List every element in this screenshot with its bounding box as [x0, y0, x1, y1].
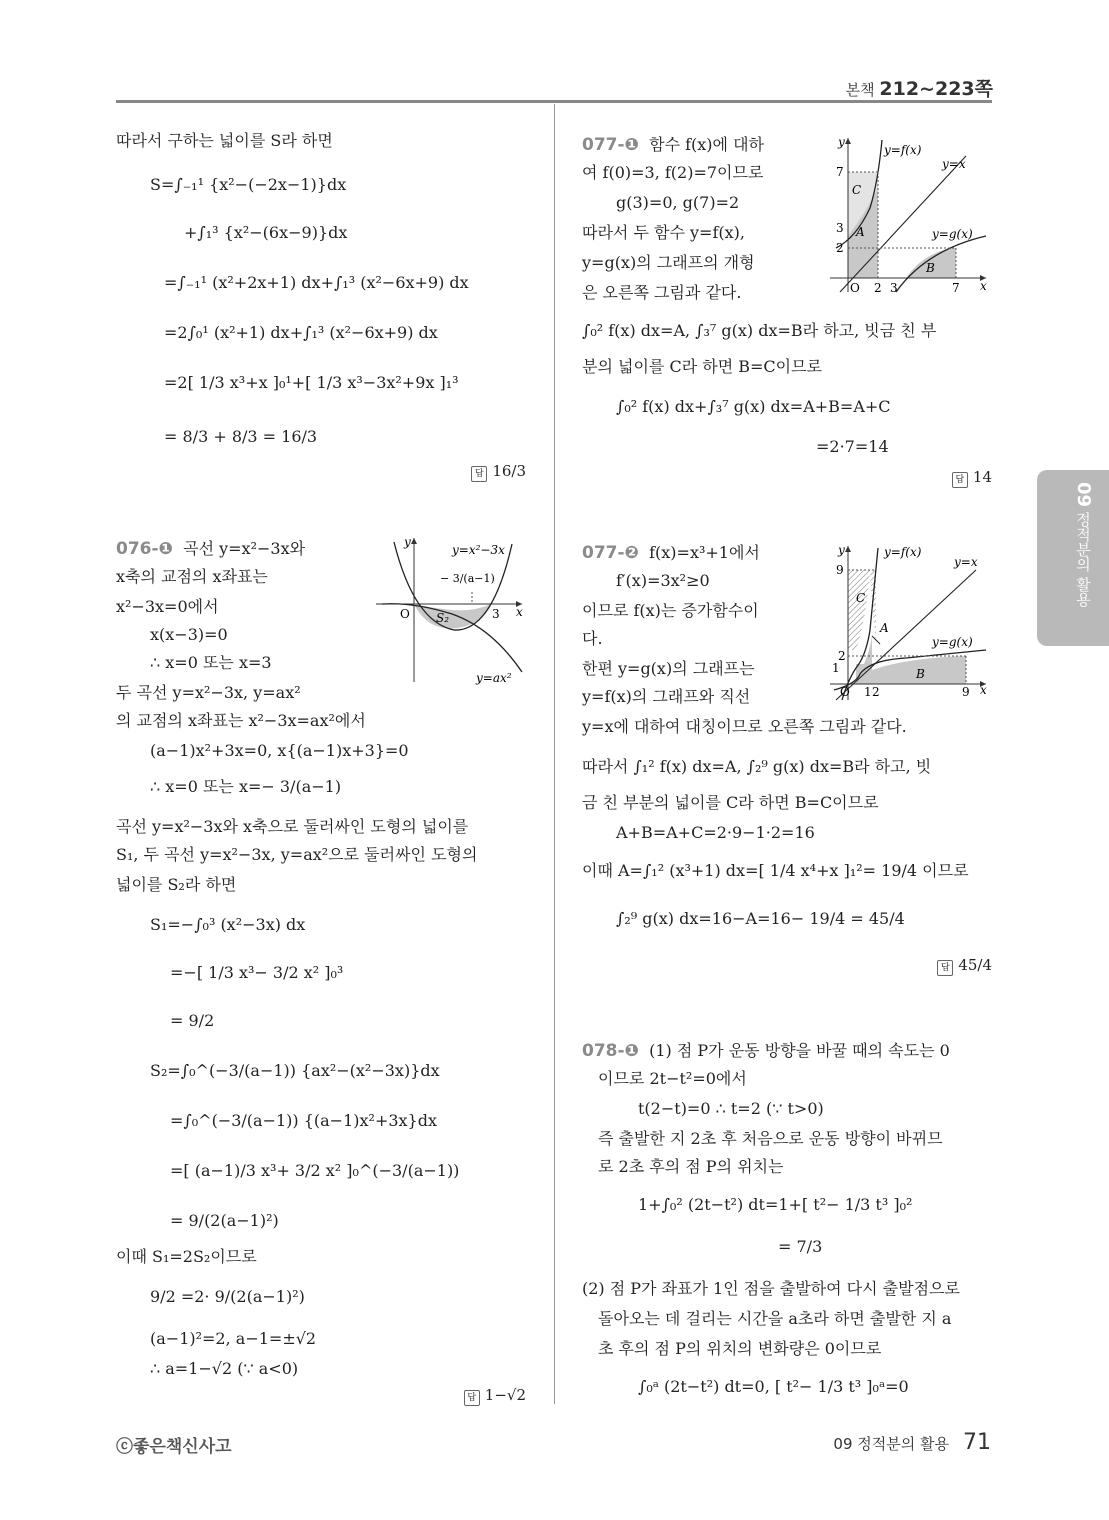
math-line: =∫₋₁¹ (x²+2x+1) dx+∫₁³ (x²−6x+9) dx: [164, 273, 469, 292]
text-line: 초 후의 점 P의 위치의 변화량은 0이므로: [598, 1339, 882, 1358]
label-x: x: [516, 605, 523, 619]
text-line: 은 오른쪽 그림과 같다.: [582, 283, 742, 302]
text-line: 이므로 2t−t²=0에서: [598, 1069, 747, 1088]
math-line: = 9/2: [170, 1011, 215, 1030]
text-line: 돌아오는 데 걸리는 시간을 a초라 하면 출발한 지 a: [598, 1309, 952, 1328]
math-line: = 7/3: [778, 1237, 823, 1256]
math-line: ∴ x=0 또는 x=3: [150, 653, 272, 672]
y-axis-arrow: [845, 546, 851, 552]
answer-076: 답 1−√2: [464, 1386, 526, 1406]
side-tab-label: 09 정적분의 활용: [1073, 482, 1094, 607]
answer-tag-icon: 답: [937, 960, 953, 976]
text-line: 분의 넓이를 C라 하면 B=C이므로: [582, 357, 823, 376]
tick-x3: 3: [890, 281, 898, 295]
label-b: B: [916, 667, 925, 681]
text-line: 여 f(0)=3, f(2)=7이므로: [582, 163, 764, 182]
page-header: [846, 74, 993, 101]
text-line: y=x에 대하여 대칭이므로 오른쪽 그림과 같다.: [582, 717, 907, 736]
math-line: S₁=−∫₀³ (x²−3x) dx: [150, 915, 306, 934]
graph-077-1: [826, 132, 992, 300]
tick-x2: 2: [874, 281, 882, 295]
tick-7: 7: [836, 165, 844, 179]
math-line: t(2−t)=0 ∴ t=2 (∵ t>0): [638, 1099, 824, 1118]
chapter-side-tab[interactable]: [1037, 470, 1109, 646]
text-line: (2) 점 P가 좌표가 1인 점을 출발하여 다시 출발점으로: [582, 1279, 960, 1298]
tick-2: 2: [836, 241, 844, 255]
label-c: C: [856, 591, 866, 605]
answer-075: 답 16/3: [471, 462, 526, 482]
math-line: =2[ 1/3 x³+x ]₀¹+[ 1/3 x³−3x²+9x ]₁³: [164, 373, 459, 392]
answer-077-1: 답 14: [952, 468, 992, 488]
text-line: y=g(x)의 그래프의 개형: [582, 253, 755, 272]
math-line: +∫₁³ {x²−(6x−9)}dx: [184, 223, 348, 242]
math-line: g(3)=0, g(7)=2: [616, 193, 740, 212]
label-y: y: [838, 135, 845, 149]
label-y: y: [404, 535, 411, 549]
tick-2: 2: [838, 649, 846, 663]
text-line: x²−3x=0에서: [116, 597, 219, 616]
label-yx: y=x: [942, 157, 966, 171]
math-line: (a−1)x²+3x=0, x{(a−1)x+3}=0: [150, 741, 409, 760]
math-line: f′(x)=3x²≥0: [616, 571, 710, 590]
graph-077-2: [826, 540, 992, 704]
text-line: 이므로 f(x)는 증가함수이: [582, 601, 759, 620]
publisher-logo: ⓒ좋은책신사고: [116, 1437, 232, 1457]
label-f: y=f(x): [884, 143, 922, 157]
text-line: 즉 출발한 지 2초 후 처음으로 운동 방향이 바뀌므: [598, 1129, 943, 1148]
answer-tag-icon: 답: [952, 472, 968, 488]
math-line: A+B=A+C=2·9−1·2=16: [616, 823, 815, 842]
label-intersection: − 3/(a−1): [440, 572, 495, 585]
text-line: 두 곡선 y=x²−3x, y=ax²: [116, 683, 301, 702]
text-line: y=f(x)의 그래프와 직선: [582, 687, 751, 706]
book-ref: 본책: [845, 81, 875, 99]
label-f: y=f(x): [884, 545, 922, 559]
answer-tag-icon: 답: [464, 1390, 480, 1406]
answer-077-2: 답 45/4: [937, 956, 992, 976]
column-divider: [554, 104, 555, 1404]
text-line: 따라서 구하는 넓이를 S라 하면: [116, 131, 333, 150]
math-line: ∫₀² f(x) dx+∫₃⁷ g(x) dx=A+B=A+C: [616, 397, 891, 416]
math-line: ∴ a=1−√2 (∵ a<0): [150, 1359, 299, 1378]
label-a: A: [880, 621, 889, 635]
problem-078: 078-❶ (1) 점 P가 운동 방향을 바꿀 때의 속도는 0: [582, 1041, 950, 1061]
text-line: 따라서 ∫₁² f(x) dx=A, ∫₂⁹ g(x) dx=B라 하고, 빗: [582, 757, 932, 776]
math-line: ∫₀ᵃ (2t−t²) dt=0, [ t²− 1/3 t³ ]₀ᵃ=0: [638, 1377, 909, 1396]
problem-077-1: 077-❶ 함수 f(x)에 대하: [582, 135, 764, 155]
math-line: =∫₀^(−3/(a−1)) {(a−1)x²+3x}dx: [170, 1111, 437, 1130]
footer-chapter: 09 정적분의 활용: [833, 1435, 949, 1453]
math-line: S₂=∫₀^(−3/(a−1)) {ax²−(x²−3x)}dx: [150, 1061, 440, 1080]
label-x: x: [980, 279, 987, 293]
text-line: 이때 S₁=2S₂이므로: [116, 1247, 257, 1266]
answer-tag-icon: 답: [471, 466, 487, 482]
problem-id: 077-❷: [582, 543, 639, 563]
label-s2: S₂: [436, 611, 450, 625]
math-line: 이때 A=∫₁² (x³+1) dx=[ 1/4 x⁴+x ]₁²= 19/4 이므로: [582, 861, 969, 880]
text-line: 넓이를 S₂라 하면: [116, 875, 237, 894]
label-g: y=g(x): [932, 227, 973, 241]
problem-076: 076-❶ 곡선 y=x²−3x와: [116, 539, 306, 559]
y-axis-arrow: [411, 538, 417, 544]
math-line: =[ (a−1)/3 x³+ 3/2 x² ]₀^(−3/(a−1)): [170, 1161, 460, 1180]
text-line: 로 2초 후의 점 P의 위치는: [598, 1157, 784, 1176]
tick-9: 9: [836, 563, 844, 577]
math-line: = 9/(2(a−1)²): [170, 1211, 279, 1230]
label-x: x: [980, 683, 987, 697]
problem-id: 076-❶: [116, 539, 173, 559]
math-line: ∫₂⁹ g(x) dx=16−A=16− 19/4 = 45/4: [616, 909, 905, 928]
text-line: ∫₀² f(x) dx=A, ∫₃⁷ g(x) dx=B라 하고, 빗금 친 부: [582, 321, 937, 340]
tick-3: 3: [836, 221, 844, 235]
page-range: 212~223쪽: [879, 78, 993, 100]
tick-x9: 9: [962, 685, 970, 699]
math-line: = 8/3 + 8/3 = 16/3: [164, 427, 318, 446]
label-curve: y=x²−3x: [452, 543, 505, 557]
problem-id: 078-❶: [582, 1041, 639, 1061]
label-ax2: y=ax²: [476, 671, 512, 685]
region-c-side: [848, 570, 870, 650]
page-footer: [833, 1430, 991, 1455]
text-line: 곡선 y=x²−3x와 x축으로 둘러싸인 도형의 넓이를: [116, 817, 469, 836]
label-c: C: [852, 183, 862, 197]
tick-x1: 1: [864, 685, 872, 699]
label-origin: O: [840, 685, 850, 699]
page-number: 71: [963, 1430, 991, 1455]
problem-077-2: 077-❷ f(x)=x³+1에서: [582, 543, 760, 563]
text-line: S₁, 두 곡선 y=x²−3x, y=ax²으로 둘러싸인 도형의: [116, 845, 478, 864]
math-line: x(x−3)=0: [150, 625, 228, 644]
math-line: =2·7=14: [816, 437, 889, 456]
text-line: x축의 교점의 x좌표는: [116, 567, 268, 586]
label-a: A: [856, 225, 865, 239]
math-line: (a−1)²=2, a−1=±√2: [150, 1329, 317, 1348]
text-line: 다.: [582, 629, 603, 648]
label-y: y: [838, 543, 845, 557]
label-three: 3: [492, 607, 500, 621]
tick-1: 1: [832, 661, 840, 675]
text-line: 의 교점의 x좌표는 x²−3x=ax²에서: [116, 711, 366, 730]
problem-id: 077-❶: [582, 135, 639, 155]
text-line: 한편 y=g(x)의 그래프는: [582, 659, 755, 678]
label-origin: O: [400, 607, 410, 621]
math-line: S=∫₋₁¹ {x²−(−2x−1)}dx: [150, 175, 347, 194]
math-line: =2∫₀¹ (x²+1) dx+∫₁³ (x²−6x+9) dx: [164, 323, 438, 342]
tick-x2: 2: [872, 685, 880, 699]
math-line: ∴ x=0 또는 x=− 3/(a−1): [150, 777, 342, 796]
math-line: =−[ 1/3 x³− 3/2 x² ]₀³: [170, 963, 344, 982]
label-g: y=g(x): [932, 635, 973, 649]
y-axis-arrow: [845, 138, 851, 144]
text-line: 금 친 부분의 넓이를 C라 하면 B=C이므로: [582, 793, 879, 812]
text-line: 따라서 두 함수 y=f(x),: [582, 223, 745, 242]
tick-x7: 7: [952, 281, 960, 295]
graph-076: [372, 532, 532, 692]
math-line: 9/2 =2· 9/(2(a−1)²): [150, 1287, 305, 1306]
math-line: 1+∫₀² (2t−t²) dt=1+[ t²− 1/3 t³ ]₀²: [638, 1195, 913, 1214]
header-rule: [116, 100, 992, 103]
label-b: B: [926, 261, 935, 275]
label-yx: y=x: [954, 555, 978, 569]
label-origin: O: [850, 281, 860, 295]
